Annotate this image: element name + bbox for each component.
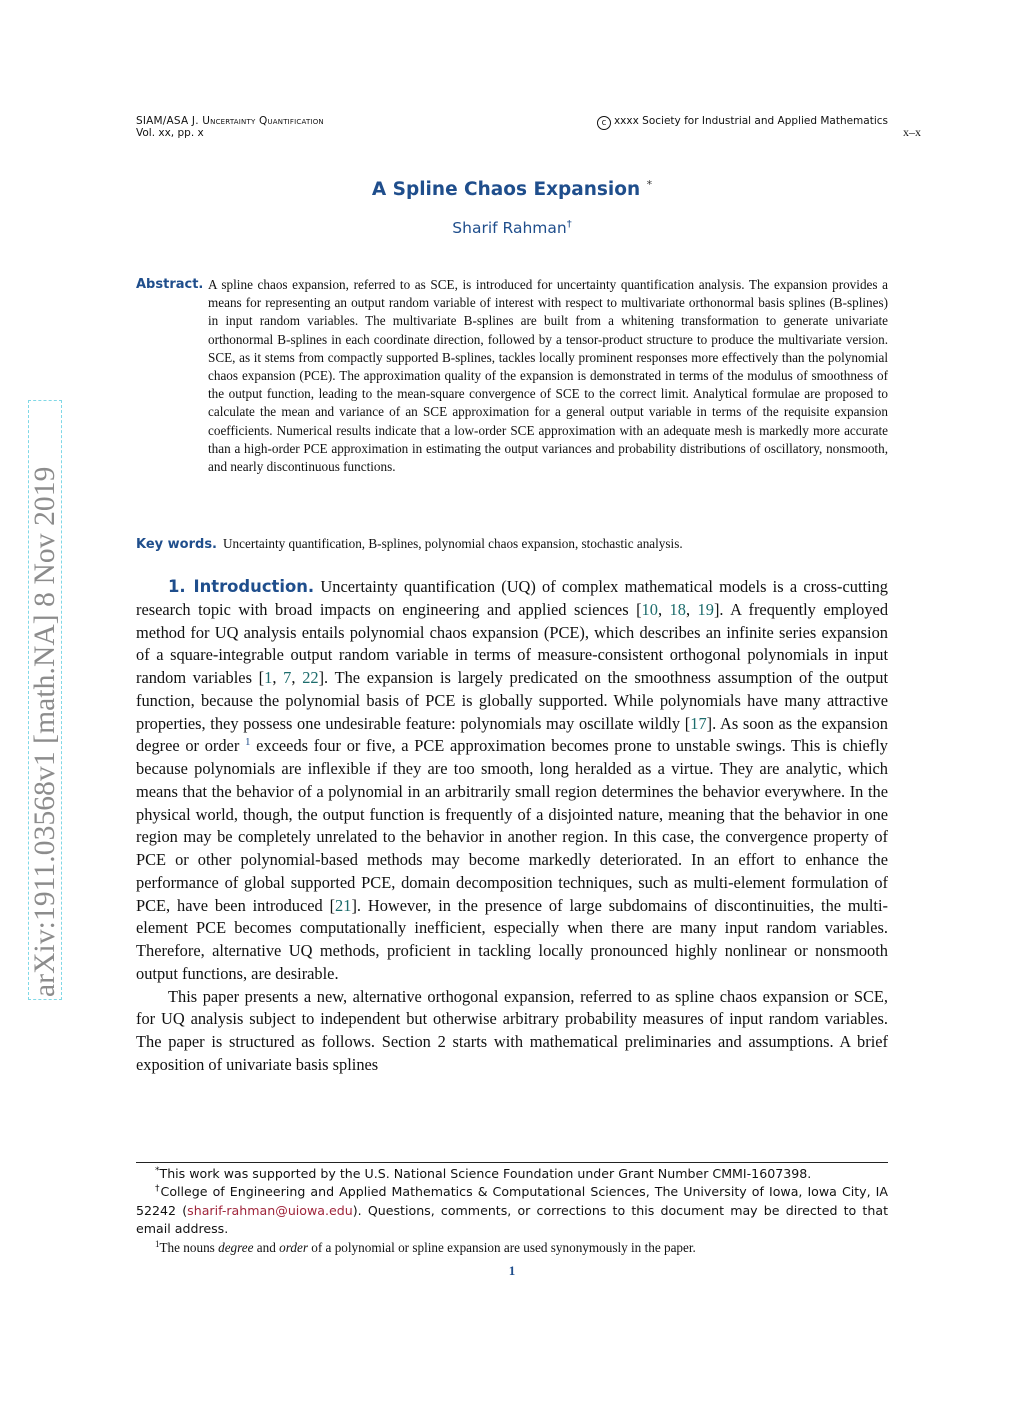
footnote-text: College of Engineering and Applied Mathematics & Computational Sciences, The University of Iowa, Iowa City, IA 52242 ( [136, 1184, 889, 1218]
footnote-mark: * [155, 1166, 160, 1176]
footnote-rule [136, 1162, 888, 1163]
footnote-text: This work was supported by the U.S. National Science Foundation under Grant Number CMMI-1607398. [159, 1166, 812, 1181]
section-number: 1. [168, 577, 186, 596]
title-footnote-mark: * [646, 178, 653, 191]
body-text [136, 576, 888, 1077]
section-heading [168, 577, 314, 596]
citation-link[interactable]: 1 [264, 668, 273, 687]
footnote-link[interactable]: 1 [244, 736, 251, 749]
footnote-italic: order [279, 1239, 308, 1255]
keywords-text: Uncertainty quantification, B-splines, polynomial chaos expansion, stochastic analysis. [223, 536, 683, 551]
email-link[interactable]: sharif-rahman@uiowa.edu [187, 1202, 353, 1218]
paragraph-1: 1. Introduction. Uncertainty quantification (UQ) of complex mathematical models is a cross-cutting research topic with broad impacts on engineering and applied sciences [10, 18, 19]. A frequently employed method for UQ analysis entails polynomial chaos expansion (PCE), which describes an infinite series expansion of a square-integrable output random variable in terms of measure-consistent orthogonal polynomials in input random variables [1, 7, 22]. The expansion is largely predicated on the smoothness assumption of the output function, because the polynomial basis of PCE is globally supported. While polynomials have many attractive properties, they possess one undesirable feature: polynomials may oscillate wildly [17]. As soon as the expansion degree or order $^1$ exceeds four or five, a PCE approximation becomes prone to unstable swings. This is chiefly because polynomials are inflexible if they are too smooth, long heralded as a virtue. They are analytic, which means that the behavior of a polynomial in an arbitrarily small region determines the behavior everywhere. In the physical world, though, the output function is frequently of a disjointed nature, meaning that the behavior in one region may be completely unrelated to the behavior in another region. In this case, the convergence property of PCE or other polynomial-based methods may become markedly deteriorated. In an effort to enhance the performance of global supported PCE, domain decomposition techniques, such as multi-element formulation of PCE, have been introduced [21]. However, in the presence of large subdomains of discontinuities, the multi-element PCE becomes computationally inefficient, especially when there are many input random variables. Therefore, alternative UQ methods, proficient in tackling locally pronounced highly nonlinear or nonsmooth output functions, are desirable. [136, 577, 889, 983]
citation-link[interactable]: 21 [335, 895, 352, 915]
text-run: Uncertainty quantification (UQ) of complex mathematical models is a cross-cutting research topic with broad impacts on engineering and applied sciences [ [136, 577, 888, 619]
arxiv-identifier: arXiv:1911.03568v1 [math.NA] 8 Nov 2019 [28, 400, 62, 1000]
author-name: Sharif Rahman [452, 219, 567, 238]
footnotes [136, 1165, 888, 1257]
footnote-italic: degree [218, 1239, 254, 1255]
abstract-text: A spline chaos expansion, referred to as SCE, is introduced for uncertainty quantification analysis. The expansion provides a means for representing an output random variable of interest with respect to multivariate orthonormal basis splines (B-splines) in input random variables. The multivariate B-splines are built from a whitening transformation to generate univariate orthonormal B-splines in each coordinate direction, followed by a tensor-product structure to produce the multivariate version. SCE, as it stems from compactly supported B-splines, tackles locally prominent responses more effectively than the polynomial chaos expansion (PCE). The approximation quality of the expansion is demonstrated in terms of the modulus of smoothness of the output function, leading to the mean-square convergence of SCE to the correct limit. Analytical formulae are proposed to calculate the mean and variance of an SCE approximation for a general output variable in terms of the requisite expansion coefficients. Numerical results indicate that a low-order SCE approximation with an adequate mesh is markedly more accurate than a high-order PCE approximation in estimating the output variances and probability distributions of oscillatory, nonsmooth, and nearly discontinuous functions. [208, 277, 888, 475]
keywords [136, 535, 888, 554]
author-line [0, 219, 1024, 237]
paper-title [0, 178, 1024, 200]
running-header-left [136, 115, 324, 139]
footnote-affiliation [136, 1183, 888, 1238]
footnote-1 [136, 1239, 888, 1257]
text-run: ]. A frequently employed method for UQ analysis entails polynomial chaos expansion (PCE), which describes an infinite series expansion of a square-integrable output random variable in terms of measure-consistent orthogonal polynomials in input random variables [ [136, 599, 889, 687]
keywords-label: Key words. [136, 537, 217, 552]
citation-link[interactable]: 7 [283, 668, 292, 687]
text-run: ]. The expansion is largely predicated on the smoothness assumption of the output function, because the polynomial basis of PCE is globally supported. While polynomials have many attractive properties, they possess one undesirable feature: polynomials may oscillate wildly [ [136, 668, 888, 733]
title-text: A Spline Chaos Expansion [371, 179, 641, 201]
arxiv-sidebar [28, 400, 60, 1000]
footnote-mark: † [155, 1184, 161, 1195]
citation-link[interactable]: 17 [690, 713, 707, 733]
footnote-funding [136, 1165, 888, 1183]
footnote-text: The nouns [159, 1239, 219, 1255]
text-run: exceeds four or five, a PCE approximation becomes prone to unstable swings. This is chiefly because polynomials are inflexible if they are too smooth, long heralded as a virtue. They are analytic, which means that the behavior of a polynomial in an arbitrarily small region determines the behavior everywhere. In the physical world, though, the output function is frequently of a disjointed nature, meaning that the behavior in one region may be completely unrelated to the behavior in another region. In this case, the convergence property of PCE or other polynomial-based methods may become markedly deteriorated. In an effort to enhance the performance of global supported PCE, domain decomposition techniques, such as multi-element formulation of PCE, have been introduced [ [136, 736, 888, 915]
paragraph-2: This paper presents a new, alternative orthogonal expansion, referred to as spline chaos expansion or SCE, for UQ analysis subject to independent but otherwise arbitrary probability measures of input random variables. The paper is structured as follows. Section 2 starts with mathematical preliminaries and assumptions. A brief exposition of univariate basis splines [136, 986, 888, 1074]
page-number: 1 [508, 1263, 516, 1278]
footnote-text: and [253, 1239, 280, 1255]
footnote-text: of a polynomial or spline expansion are used synonymously in the paper. [307, 1239, 696, 1255]
citation-link[interactable]: 18 [669, 599, 686, 619]
author-footnote-mark: † [566, 219, 572, 230]
abstract [136, 276, 888, 476]
citation-link[interactable]: 19 [697, 599, 714, 619]
citation-link[interactable]: 10 [641, 599, 658, 619]
volume-info: Vol. xx, pp. x [136, 127, 204, 139]
page-range: x–x [903, 125, 921, 139]
copyright-text: xxxx Society for Industrial and Applied Mathematics [613, 115, 888, 127]
footnote-mark: 1 [155, 1238, 160, 1249]
abstract-label: Abstract. [136, 277, 204, 292]
running-header-right [597, 115, 888, 130]
text-run: ]. As soon as the expansion degree or order [136, 713, 888, 756]
journal-name: SIAM/ASA J. Uncertainty Quantification [136, 115, 324, 127]
text-run: ]. However, in the presence of large subdomains of discontinuities, the multi-element PCE becomes computationally inefficient, especially when there are many input random variables. Therefore, alternative UQ methods, proficient in tackling locally pronounced highly nonlinear or nonsmooth output functions, are desirable. [136, 895, 888, 983]
citation-link[interactable]: 22 [302, 668, 319, 687]
copyright-icon: c [597, 116, 611, 130]
footnote-text: ). Questions, comments, or corrections to this document may be directed to that email address. [136, 1202, 889, 1237]
section-title: Introduction. [193, 577, 315, 596]
